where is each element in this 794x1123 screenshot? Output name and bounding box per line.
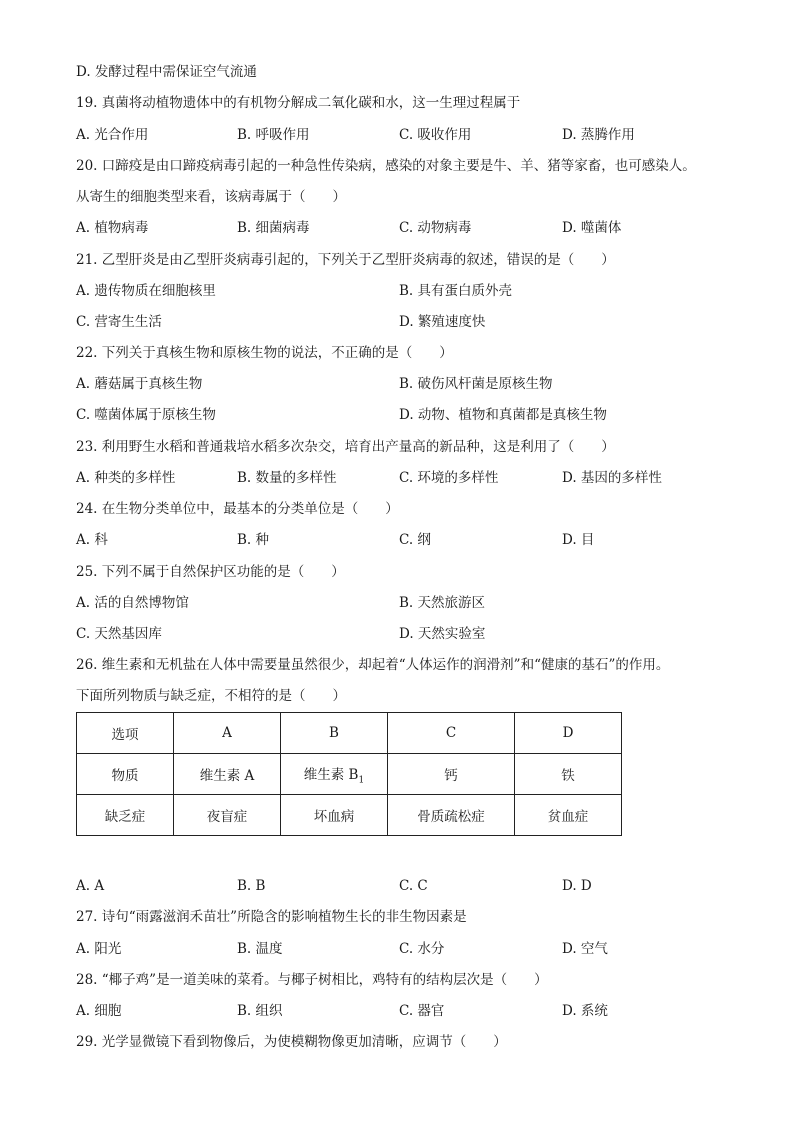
q27-option-a: A. 阳光 [76, 941, 122, 957]
q27-option-b: B. 温度 [237, 941, 283, 957]
q21-option-a: A. 遗传物质在细胞核里 [76, 283, 216, 299]
table-header-cell: 选项 [77, 713, 174, 754]
q26-stem-line2: 下面所列物质与缺乏症，不相符的是（ ） [76, 688, 346, 704]
q22-options-row1 [76, 374, 756, 394]
q19-option-b: B. 呼吸作用 [237, 127, 310, 143]
table-cell: 物质 [77, 754, 174, 795]
q28-option-d: D. 系统 [562, 1003, 608, 1019]
q24-option-d: D. 目 [562, 532, 595, 548]
q20-option-b: B. 细菌病毒 [237, 220, 310, 236]
q22-stem: 22. 下列关于真核生物和原核生物的说法，不正确的是（ ） [76, 345, 453, 361]
q25-stem: 25. 下列不属于自然保护区功能的是（ ） [76, 564, 345, 580]
table-header-cell: D [515, 713, 622, 754]
q23-option-a: A. 种类的多样性 [76, 470, 176, 486]
table-cell: 骨质疏松症 [388, 795, 515, 836]
q21-options-row1 [76, 281, 756, 301]
q26-table [76, 712, 622, 836]
table-cell-text: 维生素 B [303, 766, 359, 783]
q23-options [76, 468, 756, 488]
q20-stem-line2: 从寄生的细胞类型来看，该病毒属于（ ） [76, 189, 346, 205]
table-cell: 贫血症 [515, 795, 622, 836]
q24-option-c: C. 纲 [399, 532, 431, 548]
q25-option-c: C. 天然基因库 [76, 626, 162, 642]
table-cell [281, 754, 388, 795]
q27-option-c: C. 水分 [399, 941, 445, 957]
q19-options [76, 125, 756, 145]
table-cell: 夜盲症 [174, 795, 281, 836]
q22-option-a: A. 蘑菇属于真核生物 [76, 376, 203, 392]
q21-option-c: C. 营寄生生活 [76, 314, 162, 330]
q21-option-b: B. 具有蛋白质外壳 [399, 283, 513, 299]
q20-option-c: C. 动物病毒 [399, 220, 472, 236]
q27-options [76, 939, 756, 959]
q24-stem: 24. 在生物分类单位中，最基本的分类单位是（ ） [76, 501, 399, 517]
q22-option-d: D. 动物、植物和真菌都是真核生物 [399, 407, 607, 423]
q26-option-a: A. A [76, 878, 105, 894]
q25-option-a: A. 活的自然博物馆 [76, 595, 189, 611]
q26-option-c: C. C [399, 878, 428, 894]
q28-option-a: A. 细胞 [76, 1003, 122, 1019]
q20-options [76, 218, 756, 238]
q23-option-b: B. 数量的多样性 [237, 470, 337, 486]
table-header-cell: C [388, 713, 515, 754]
q28-option-c: C. 器官 [399, 1003, 445, 1019]
q24-option-a: A. 科 [76, 532, 108, 548]
q22-option-c: C. 噬菌体属于原核生物 [76, 407, 216, 423]
q27-option-d: D. 空气 [562, 941, 608, 957]
q25-options-row1 [76, 593, 756, 613]
table-cell: 缺乏症 [77, 795, 174, 836]
q19-option-d: D. 蒸腾作用 [562, 127, 635, 143]
q25-options-row2 [76, 624, 756, 644]
q24-options [76, 530, 756, 550]
q19-stem: 19. 真菌将动植物遗体中的有机物分解成二氧化碳和水，这一生理过程属于 [76, 95, 521, 111]
q25-option-d: D. 天然实验室 [399, 626, 486, 642]
q20-option-a: A. 植物病毒 [76, 220, 149, 236]
table-row [77, 795, 622, 836]
table-header-cell: B [281, 713, 388, 754]
q29-stem: 29. 光学显微镜下看到物像后，为使模糊物像更加清晰，应调节（ ） [76, 1034, 507, 1050]
q23-option-c: C. 环境的多样性 [399, 470, 499, 486]
q20-stem-line1: 20. 口蹄疫是由口蹄疫病毒引起的一种急性传染病，感染的对象主要是牛、羊、猪等家畜，也可感染人。 [76, 158, 696, 174]
q26-option-d: D. D [562, 878, 592, 894]
table-cell: 坏血病 [281, 795, 388, 836]
q19-option-c: C. 吸收作用 [399, 127, 472, 143]
table-cell: 铁 [515, 754, 622, 795]
q25-option-b: B. 天然旅游区 [399, 595, 486, 611]
q26-stem-line1: 26. 维生素和无机盐在人体中需要量虽然很少，却起着“人体运作的润滑剂”和“健康的基石”的作用。 [76, 657, 670, 673]
q18-option-d: D. 发酵过程中需保证空气流通 [76, 64, 257, 80]
q23-option-d: D. 基因的多样性 [562, 470, 662, 486]
table-header-cell: A [174, 713, 281, 754]
q21-stem: 21. 乙型肝炎是由乙型肝炎病毒引起的，下列关于乙型肝炎病毒的叙述，错误的是（ ） [76, 252, 615, 268]
q23-stem: 23. 利用野生水稻和普通栽培水稻多次杂交，培育出产量高的新品种，这是利用了（ ） [76, 439, 615, 455]
table-cell: 钙 [388, 754, 515, 795]
q28-stem: 28. “椰子鸡”是一道美味的菜肴。与椰子树相比，鸡特有的结构层次是（ ） [76, 972, 548, 988]
subscript: 1 [358, 775, 365, 786]
q26-option-b: B. B [237, 878, 266, 894]
q26-options [76, 876, 756, 896]
q28-options [76, 1001, 756, 1021]
q27-stem: 27. 诗句“雨露滋润禾苗壮”所隐含的影响植物生长的非生物因素是 [76, 909, 467, 925]
q22-options-row2 [76, 405, 756, 425]
table-row [77, 713, 622, 754]
q24-option-b: B. 种 [237, 532, 270, 548]
q21-options-row2 [76, 312, 756, 332]
q21-option-d: D. 繁殖速度快 [399, 314, 486, 330]
q22-option-b: B. 破伤风杆菌是原核生物 [399, 376, 553, 392]
q28-option-b: B. 组织 [237, 1003, 283, 1019]
table-row [77, 754, 622, 795]
q19-option-a: A. 光合作用 [76, 127, 149, 143]
table-cell: 维生素 A [174, 754, 281, 795]
q20-option-d: D. 噬菌体 [562, 220, 622, 236]
